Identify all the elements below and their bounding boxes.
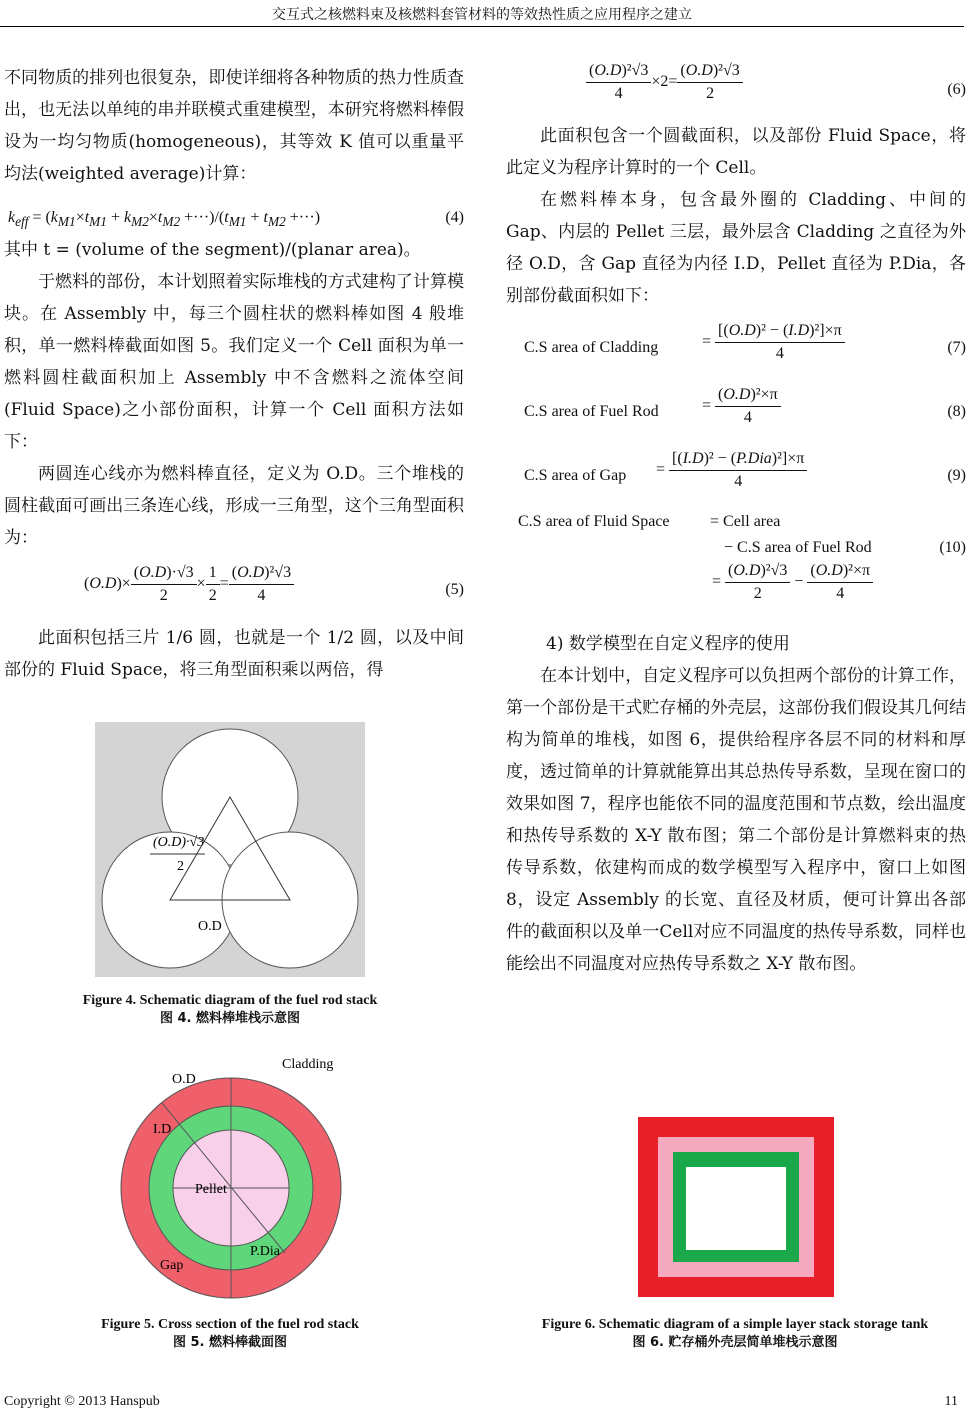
od-label: O.D [172,1072,196,1087]
equation-9: C.S area of Gap = $\frac{\text{[(I.D)² − (P.Dia)²]×π}}{4}$ (9) [524,450,966,490]
equation-label: C.S area of Fuel Rod [524,403,659,420]
page-number: 11 [944,1394,958,1409]
left-column [4,62,464,686]
equation-rhs: − C.S area of Fuel Rod [724,539,872,556]
equation-label: C.S area of Gap [524,467,627,484]
paragraph: 其中 t = (volume of the segment)/(planar area)。 [4,240,421,260]
caption-zh: 图 6. 贮存桶外壳层简单堆栈示意图 [632,1335,838,1350]
equation-rhs: = Cell area [710,513,781,530]
caption-en: Figure 5. Cross section of the fuel rod stack [101,1317,359,1332]
paragraph: 两圆连心线亦为燃料棒直径，定义为 O.D。三个堆栈的圆柱截面可画出三条连心线，形成一三角型，这个三角型面积为： [4,464,464,548]
caption-zh: 图 4. 燃料棒堆栈示意图 [159,1011,301,1026]
running-header: 交互式之核燃料束及核燃料套管材料的等效热性质之应用程序之建立 [272,7,692,23]
equation-7: C.S area of Cladding = $\frac{\text{[(O.D)² − (I.D)²]×π}}{4}$ (7) [524,322,966,362]
height-label-numerator: (O.D)·√3 [153,835,205,850]
copyright: Copyright © 2013 Hanspub [4,1394,160,1409]
gap-label: Gap [160,1258,184,1273]
caption-en: Figure 4. Schematic diagram of the fuel rod stack [82,993,378,1008]
id-label: I.D [153,1122,172,1137]
paragraph: 于燃料的部份，本计划照着实际堆栈的方式建构了计算模块。在 Assembly 中，每三个圆柱状的燃料棒如图 4 般堆积，单一燃料棒截面如图 5。我们定义一个 Cell 面积为单一燃料圆柱截面积加上 Assembly 中不含燃料之流体空间(Fluid Space)之小部份面积，计算一个 Cell 面积方法如下： [4,272,464,452]
paragraph: 此面积包括三片 1/6 圆，也就是一个 1/2 圆，以及中间部份的 Fluid Space，将三角型面积乘以两倍，得 [4,628,464,680]
equation-5: (O.D)× $\frac{(O.D)\cdot√3}{2}$ × $\frac{1}{2}$ = $\frac{\text{(O.D)²√3}}{4}$ (5) [84,564,464,604]
equation-number: (4) [445,209,464,226]
equation-number: (8) [947,403,966,420]
equation-label: C.S area of Fluid Space [518,513,670,530]
equation-label: C.S area of Cladding [524,339,659,356]
paragraph: 不同物质的排列也很复杂，即使详细将各种物质的热力性质查出，也无法以单纯的串并联模式重建模型，本研究将燃料棒假设为一均匀物质(homogeneous)，其等效 K 值可以重量平均法(weighted average)计算： [4,68,464,184]
od-label: O.D [198,919,222,934]
paragraph: 此面积包含一个圆截面积，以及部份 Fluid Space，将此定义为程序计算时的一个 Cell。 [506,126,966,178]
pellet-label: Pellet [195,1182,227,1197]
equation-number: (5) [445,581,464,598]
caption-zh: 图 5. 燃料棒截面图 [172,1335,288,1350]
equation-number: (7) [947,339,966,356]
figure-6-tank-layers [638,1117,834,1297]
paragraph: 在本计划中，自定义程序可以负担两个部份的计算工作，第一个部份是干式贮存桶的外壳层，这部份我们假设其几何结构为简单的堆栈，如图 6，提供给程序各层不同的材料和厚度，透过简单的计算就能算出其总热传导系数，呈现在窗口的效果如图 7，程序也能依不同的温度范围和节点数，绘出温度和热传导系数的 X-Y 散布图；第二个部份是计算燃料束的热传导系数，依建构而成的数学模型写入程序中，窗口上如图 8，设定 Assembly 的长宽、直径及材质，便可计算出各部件的截面积以及单一Cell对应不同温度的热传导系数，同样也能绘出不同温度对应热传导系数之 X-Y 散布图。 [506,666,966,974]
figure-4-caption [20,992,440,1028]
pdia-label: P.Dia [250,1244,280,1259]
equation-number: (10) [939,539,966,556]
equation-number: (6) [947,81,966,98]
paragraph: 在燃料棒本身，包含最外圈的 Cladding、中间的 Gap、内层的 Pellet 三层，最外层含 Cladding 之直径为外径 O.D，含 Gap 直径为内径 I.D，Pellet 直径为 P.Dia，各别部份截面积如下： [506,190,966,306]
equation-8: C.S area of Fuel Rod = $\frac{\text{(O.D)²×π}}{4}$ (8) [524,386,966,426]
equation-6: $\frac{\text{(O.D)²√3}}{4}$ ×2= $\frac{\text{(O.D)²√3}}{2}$ (6) [506,56,966,120]
caption-en: Figure 6. Schematic diagram of a simple layer stack storage tank [541,1317,929,1332]
figure-5-caption [20,1316,440,1352]
section-subheading: 4) 数学模型在自定义程序的使用 [546,634,790,654]
equation-4: $k_{eff} = (k_{M1}\times t_{M1} + k_{M2}\times t_{M2} +\cdot\cdot\cdot)/(t_{M1} + t_{M2}$ +···) (4) [4,192,464,234]
figure-6-caption [500,1316,970,1352]
figure-4-fuel-rod-stack [95,722,365,977]
header-rule [0,26,964,27]
equation-number: (9) [947,467,966,484]
right-column [506,62,966,980]
equation-10: C.S area of Fluid Space = Cell area − C.S area of Fuel Rod = $\frac{\text{(O.D)²√3}}{2}$ − $\frac{\text{(O.D)²×π}}{4}$ (10) [506,504,966,624]
height-label-denominator: 2 [177,859,184,874]
tank-cavity [686,1167,786,1250]
cladding-label: Cladding [282,1057,334,1072]
figure-5-cross-section [110,1043,358,1298]
